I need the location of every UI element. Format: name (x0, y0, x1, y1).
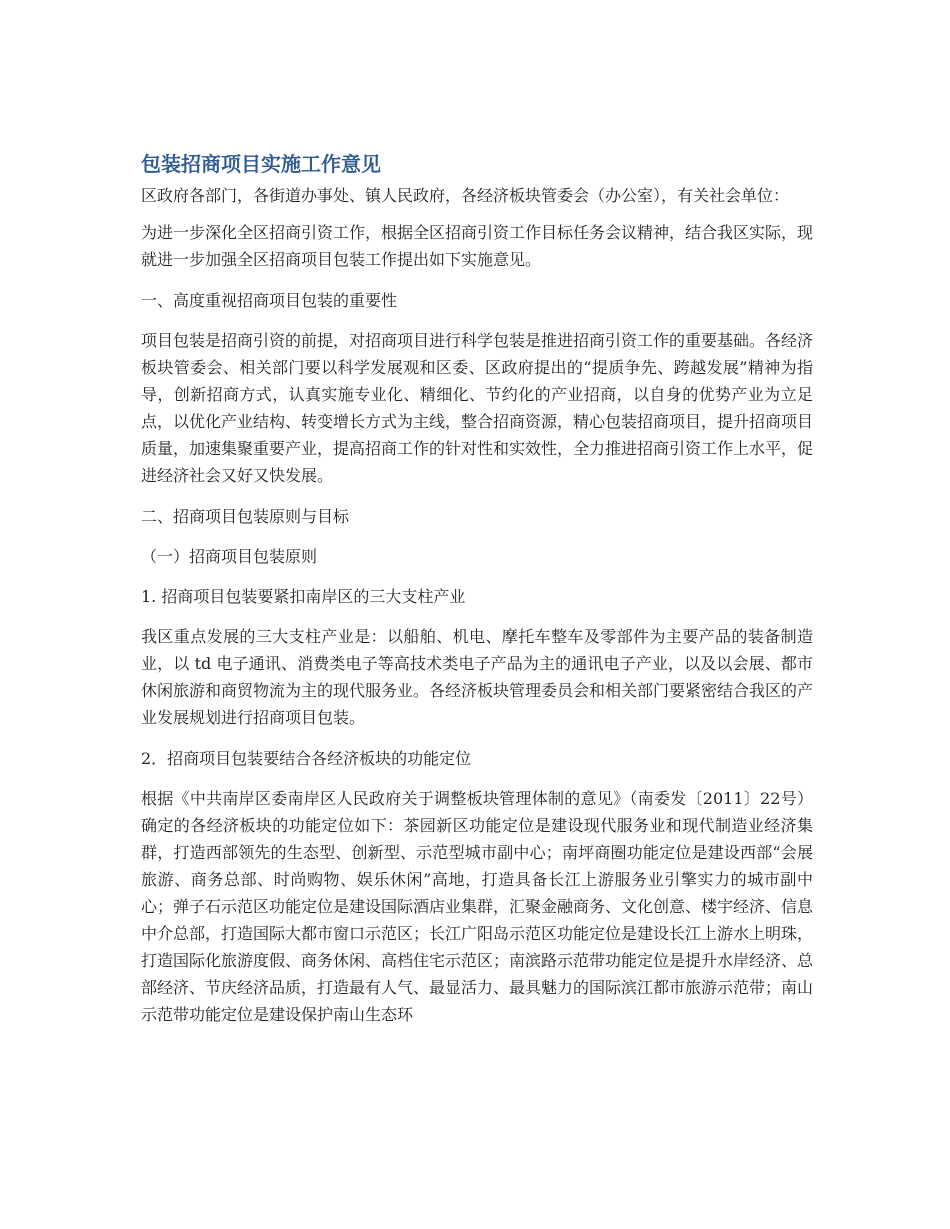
item-heading-1: 1. 招商项目包装要紧扣南岸区的三大支柱产业 (141, 587, 466, 606)
document-page (141, 150, 813, 1042)
section-heading-2: 二、招商项目包装原则与目标 (141, 507, 350, 526)
addressee-paragraph: 区政府各部门，各街道办事处、镇人民政府，各经济板块管委会（办公室），有关社会单位： (141, 186, 790, 205)
intro-paragraph: 为进一步深化全区招商引资工作，根据全区招商引资工作目标任务会议精神，结合我区实际，现就进一步加强全区招商项目包装工作提出如下实施意见。 (141, 223, 814, 269)
subsection-heading-1: （一）招商项目包装原则 (141, 547, 318, 566)
section-heading-1: 一、高度重视招商项目包装的重要性 (141, 291, 398, 310)
document-title: 包装招商项目实施工作意见 (141, 152, 381, 176)
body-paragraph-2: 我区重点发展的三大支柱产业是：以船舶、机电、摩托车整车及零部件为主要产品的装备制造业，以 td 电子通讯、消费类电子等高技术类电子产品为主的通讯电子产业，以及以会展、都市休闲旅游和商贸物流为主的现代服务业。各经济板块管理委员会和相关部门要紧密结合我区的产业发展规划进行招商项目包装。 (141, 627, 814, 727)
body-paragraph-1: 项目包装是招商引资的前提，对招商项目进行科学包装是推进招商引资工作的重要基础。各经济板块管委会、相关部门要以科学发展观和区委、区政府提出的“提质争先、跨越发展”精神为指导，创新招商方式，认真实施专业化、精细化、节约化的产业招商，以自身的优势产业为立足点，以优化产业结构、转变增长方式为主线，整合招商资源，精心包装招商项目，提升招商项目质量，加速集聚重要产业，提高招商工作的针对性和实效性，全力推进招商引资工作上水平，促进经济社会又好又快发展。 (141, 331, 814, 485)
item-heading-2: 2．招商项目包装要结合各经济板块的功能定位 (141, 749, 472, 768)
body-paragraph-3: 根据《中共南岸区委南岸区人民政府关于调整板块管理体制的意见》（南委发〔2011〕22号）确定的各经济板块的功能定位如下：茶园新区功能定位是建设现代服务业和现代制造业经济集群，打造西部领先的生态型、创新型、示范型城市副中心；南坪商圈功能定位是建设西部“会展旅游、商务总部、时尚购物、娱乐休闲”高地，打造具备长江上游服务业引擎实力的城市副中心；弹子石示范区功能定位是建设国际酒店业集群，汇聚金融商务、文化创意、楼宇经济、信息中介总部，打造国际大都市窗口示范区；长江广阳岛示范区功能定位是建设长江上游水上明珠，打造国际化旅游度假、商务休闲、高档住宅示范区；南滨路示范带功能定位是提升水岸经济、总部经济、节庆经济品质，打造最有人气、最显活力、最具魅力的国际滨江都市旅游示范带；南山示范带功能定位是建设保护南山生态环 (141, 789, 814, 1024)
